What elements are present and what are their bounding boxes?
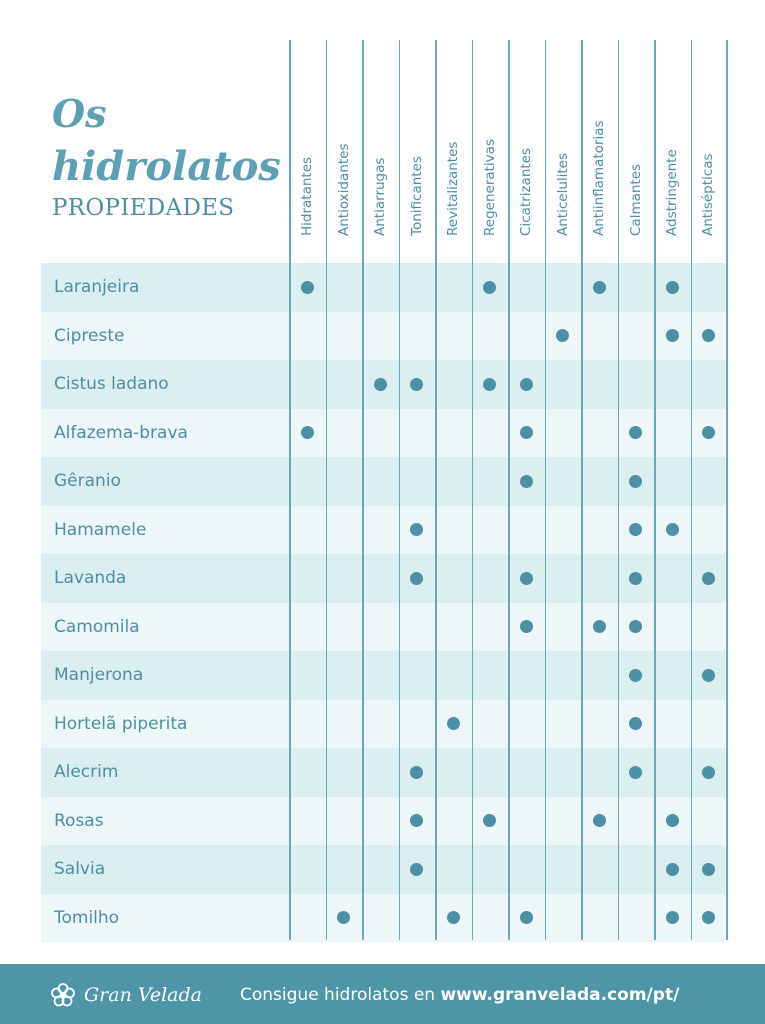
- table-row: [41, 845, 725, 894]
- row-label: Tomilho: [54, 907, 120, 928]
- property-dot: [629, 475, 642, 488]
- column-header: Anticelulites: [554, 152, 571, 236]
- row-label: Laranjeira: [54, 277, 140, 297]
- property-dot: [629, 572, 642, 585]
- property-dot: [666, 863, 679, 876]
- property-dot: [666, 523, 679, 536]
- column-divider: [508, 40, 510, 940]
- property-dot: [593, 281, 606, 294]
- title-line-2: hidrolatos: [52, 143, 281, 190]
- property-dot: [666, 281, 679, 294]
- property-dot: [666, 911, 679, 924]
- property-dot: [520, 911, 533, 924]
- property-dot: [702, 863, 715, 876]
- column-divider: [326, 40, 328, 940]
- table-row: [41, 263, 725, 312]
- column-divider: [618, 40, 620, 940]
- table-row: [41, 554, 725, 603]
- column-header: Antiarrugas: [372, 157, 389, 236]
- footer-cta-text: Consigue hidrolatos en: [240, 985, 441, 1005]
- property-dot: [593, 620, 606, 633]
- column-header: Calmantes: [627, 163, 644, 236]
- property-dot: [702, 426, 715, 439]
- property-dot: [520, 378, 533, 391]
- column-divider: [726, 40, 728, 940]
- property-dot: [301, 426, 314, 439]
- property-dot: [410, 378, 423, 391]
- property-dot: [702, 911, 715, 924]
- property-dot: [593, 814, 606, 827]
- table-row: [41, 797, 725, 846]
- column-divider: [545, 40, 547, 940]
- column-divider: [691, 40, 693, 940]
- column-divider: [435, 40, 437, 940]
- column-divider: [362, 40, 364, 940]
- property-dot: [410, 572, 423, 585]
- column-header: Antiinflamatorias: [591, 120, 608, 236]
- property-dot: [447, 717, 460, 730]
- property-dot: [301, 281, 314, 294]
- property-dot: [629, 766, 642, 779]
- column-divider: [289, 40, 291, 940]
- property-dot: [374, 378, 387, 391]
- property-dot: [702, 766, 715, 779]
- property-dot: [520, 426, 533, 439]
- property-dot: [702, 669, 715, 682]
- property-dot: [702, 329, 715, 342]
- footer-bar: [0, 964, 765, 1024]
- row-label: Alfazema-brava: [54, 422, 188, 443]
- property-dot: [629, 669, 642, 682]
- column-divider: [399, 40, 401, 940]
- brand-name: Gran Velada: [84, 984, 202, 1006]
- property-dot: [410, 863, 423, 876]
- footer-url-link[interactable]: www.granvelada.com/pt/: [440, 985, 680, 1005]
- table-row: [41, 748, 725, 797]
- column-header: Antisépticas: [700, 153, 717, 236]
- property-dot: [483, 378, 496, 391]
- column-divider: [581, 40, 583, 940]
- column-header: Cicatrizantes: [518, 147, 535, 236]
- table-row: [41, 651, 725, 700]
- row-label: Hamamele: [54, 519, 147, 540]
- footer-cta: [240, 982, 679, 1008]
- table-row: [41, 312, 725, 361]
- row-label: Camomila: [54, 616, 140, 637]
- column-header: Revitalizantes: [445, 141, 462, 236]
- column-header: Tonificantes: [408, 156, 425, 236]
- property-dot: [520, 572, 533, 585]
- row-label: Gêranio: [54, 471, 121, 491]
- title-subtitle: PROPIEDADES: [52, 195, 235, 221]
- flower-icon: [50, 982, 76, 1008]
- table-row: [41, 457, 725, 506]
- row-label: Lavanda: [54, 568, 127, 588]
- row-label: Manjerona: [54, 665, 144, 685]
- property-dot: [520, 475, 533, 488]
- column-header: Antioxidantes: [335, 143, 352, 236]
- column-header: Hidratantes: [299, 156, 316, 236]
- table-row: [41, 894, 725, 943]
- column-header: Regenerativas: [481, 139, 498, 236]
- property-dot: [666, 814, 679, 827]
- property-dot: [483, 281, 496, 294]
- column-divider: [472, 40, 474, 940]
- row-label: Rosas: [54, 810, 104, 831]
- row-label: Salvia: [54, 859, 106, 879]
- property-dot: [520, 620, 533, 633]
- row-label: Hortelã piperita: [54, 713, 188, 734]
- property-dot: [702, 572, 715, 585]
- row-label: Alecrim: [54, 762, 119, 782]
- property-dot: [410, 766, 423, 779]
- row-label: Cipreste: [54, 325, 125, 346]
- property-dot: [666, 329, 679, 342]
- table-row: [41, 603, 725, 652]
- row-label: Cistus ladano: [54, 374, 169, 394]
- title-line-1: Os: [52, 91, 107, 136]
- brand-logo[interactable]: [50, 982, 202, 1008]
- property-dot: [447, 911, 460, 924]
- column-header: Adstringente: [664, 149, 681, 236]
- column-divider: [654, 40, 656, 940]
